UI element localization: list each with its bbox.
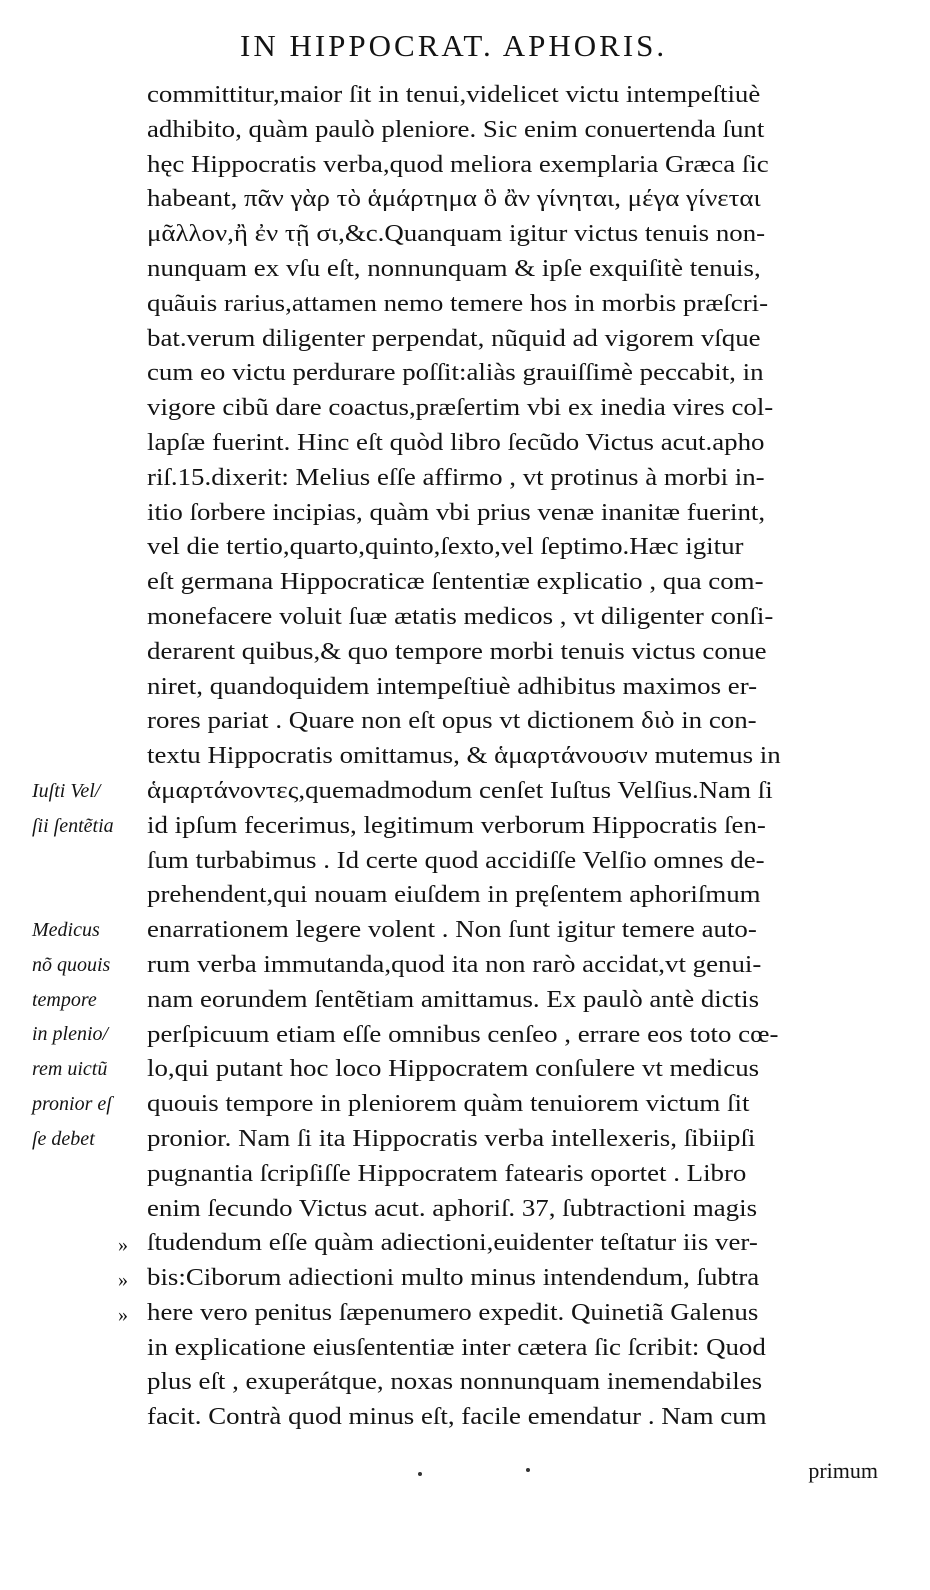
text-line: adhibito, quàm paulò pleniore. Sic enim conuertenda ſunt [147, 116, 765, 143]
text-line: in explicatione eiusſententiæ inter cætera ſic ſcribit: Quod [147, 1334, 766, 1361]
text-line: quãuis rarius,attamen nemo temere hos in morbis præſcri- [147, 290, 769, 317]
text-line: bat.verum diligenter perpendat, nũquid ad vigorem vſque [147, 325, 761, 352]
text-line: rores pariat . Quare non eſt opus vt dictionem διὸ in con- [147, 708, 757, 735]
margin-note-line: ſe debet [32, 1127, 95, 1150]
margin-note-line: tempore [32, 988, 97, 1011]
text-line: pronior. Nam ſi ita Hippocratis verba intellexeris, ſibiipſi [147, 1125, 756, 1152]
text-line: here vero penitus ſæpenumero expedit. Quinetiã Galenus [147, 1299, 759, 1326]
catchword: primum [808, 1458, 878, 1483]
margin-note-line: ſii ſentẽtia [32, 814, 114, 837]
text-line: niret, quandoquidem intempeſtiuè adhibitus maximos er- [147, 673, 758, 700]
margin-note-line: nõ quouis [32, 953, 111, 976]
ink-speck [418, 1472, 422, 1476]
text-line: rum verba immutanda,quod ita non rarò accidat,vt genui- [147, 951, 762, 978]
margin-note-velsius [32, 774, 114, 844]
margin-note-line: in plenio/ [32, 1023, 109, 1046]
text-line: itio ſorbere incipias, quàm vbi prius venæ inanitæ fuerint, [147, 499, 766, 526]
text-line: ἁμαρτάνοντες,quemadmodum cenſet Iuſtus Velſius.Nam ſi [147, 777, 773, 804]
text-line: cum eo victu perdurare poſſit:aliàs grauiſſimè peccabit, in [147, 360, 764, 387]
margin-note-line: Medicus [32, 919, 100, 941]
text-line: textu Hippocratis omittamus, & ἁμαρτάνουσιν mutemus in [147, 743, 781, 770]
text-line: enarrationem legere volent . Non ſunt igitur temere auto- [147, 917, 757, 944]
quotation-mark: » [118, 1304, 128, 1326]
text-line: enim ſecundo Victus acut. aphoriſ. 37, ſubtractioni magis [147, 1195, 758, 1222]
text-line: ſtudendum eſſe quàm adiectioni,euidenter teſtatur iis ver- [147, 1230, 758, 1257]
text-line: habeant, πᾶν γὰρ τὸ ἁμάρτημα ὃ ἂν γίνηται, μέγα γίνεται [147, 186, 761, 213]
text-line: eſt germana Hippocraticæ ſententiæ explicatio , qua com- [147, 569, 764, 596]
text-line: nunquam ex vſu eſt, nonnunquam & ipſe exquiſitè tenuis, [147, 255, 761, 282]
text-line: plus eſt , exuperátque, noxas nonnunquam inemendabiles [147, 1369, 763, 1396]
text-line: hęc Hippocratis verba,quod meliora exemplaria Græca ſic [147, 151, 769, 178]
text-line: id ipſum fecerimus, legitimum verborum Hippocratis ſen- [147, 812, 766, 839]
text-line: nam eorundem ſentẽtiam amittamus. Ex paulò antè dictis [147, 986, 760, 1013]
text-line: μᾶλλον,ἢ ἐν τῇ σι,&c.Quanquam igitur victus tenuis non- [147, 221, 766, 248]
text-line: derarent quibus,& quo tempore morbi tenuis victus conue [147, 638, 767, 665]
text-line: prehendent,qui nouam eiuſdem in pręſentem aphoriſmum [147, 882, 761, 909]
text-line: lo,qui putant hoc loco Hippocratem conſulere vt medicus [147, 1056, 760, 1083]
text-line: committitur,maior ſit in tenui,videlicet victu intempeſtiuè [147, 82, 761, 108]
text-line: ſum turbabimus . Id certe quod accidiſſe Velſio omnes de- [147, 847, 765, 874]
text-line: vigore cibũ dare coactus,præſertim vbi ex inedia vires col- [147, 395, 774, 422]
ink-speck [526, 1468, 530, 1472]
margin-note-line: rem uictũ [32, 1058, 108, 1081]
text-line: perſpicuum etiam eſſe omnibus cenſeo , errare eos toto cœ- [147, 1021, 779, 1048]
running-header: IN HIPPOCRAT. APHORIS. [240, 28, 668, 63]
text-line: vel die tertio,quarto,quinto,ſexto,vel ſeptimo.Hæc igitur [147, 534, 744, 561]
text-line: lapſæ fuerint. Hinc eſt quòd libro ſecũdo Victus acut.apho [147, 429, 765, 456]
margin-note-line: pronior eſ [32, 1092, 112, 1115]
text-line: pugnantia ſcripſiſſe Hippocratem fatearis oportet . Libro [147, 1160, 747, 1187]
text-line: monefacere voluit ſuæ ætatis medicos , vt diligenter conſi- [147, 603, 774, 630]
text-line: quouis tempore in pleniorem quàm tenuiorem victum ſit [147, 1091, 750, 1118]
body-text [147, 78, 892, 1435]
text-line: facit. Contrà quod minus eſt, facile emendatur . Nam cum [147, 1404, 767, 1431]
margin-note-line: Iuſti Vel/ [32, 780, 101, 802]
text-line: riſ.15.dixerit: Melius eſſe affirmo , vt protinus à morbi in- [147, 464, 765, 491]
quotation-mark: » [118, 1269, 128, 1291]
margin-note-medicus [32, 913, 112, 1157]
text-line: bis:Ciborum adiectioni multo minus intendendum, ſubtra [147, 1265, 760, 1292]
quotation-mark: » [118, 1234, 128, 1256]
